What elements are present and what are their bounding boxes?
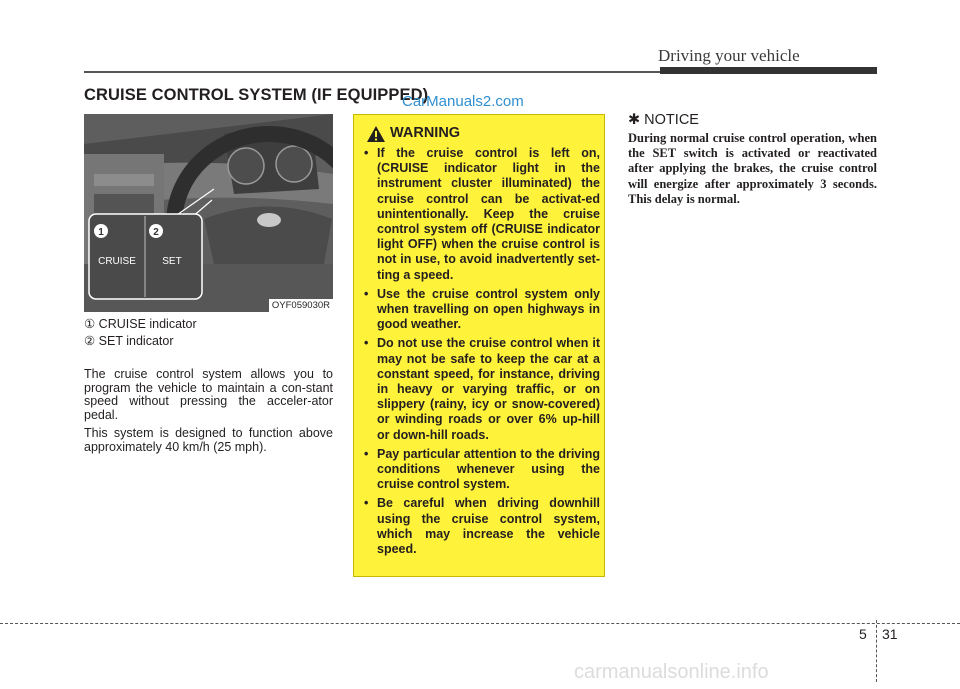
warning-list bbox=[362, 146, 600, 561]
warning-item-text: Pay particular attention to the driving conditions whenever using the cruise control system. bbox=[377, 446, 600, 492]
paragraph: The cruise control system allows you to program the vehicle to maintain a con-stant speed without pressing the acceler-ator pedal. bbox=[84, 367, 333, 422]
bullet: • bbox=[364, 286, 369, 301]
callout-number-2: 2 bbox=[153, 227, 159, 238]
header-rule-bold bbox=[660, 67, 877, 74]
list-item bbox=[362, 287, 600, 333]
warning-box bbox=[353, 114, 605, 577]
chapter-number: 5 bbox=[859, 626, 867, 642]
bullet: • bbox=[364, 146, 369, 160]
warning-item-text: If the cruise control is left on, (CRUISE indicator light in the instrument cluster illuminated) the cruise control can be activat-ed unintentionally. Keep the cruise control system off (CRUISE indicator light OFF) when the cruise control is not in use, to avoid inadvertently set-ting a speed. bbox=[377, 146, 600, 282]
body-text bbox=[84, 368, 333, 459]
list-item bbox=[362, 336, 600, 442]
bullet: • bbox=[364, 496, 369, 511]
cruise-indicator-label: CRUISE bbox=[98, 256, 136, 267]
header-rule bbox=[84, 71, 660, 73]
figure-code: OYF059030R bbox=[269, 299, 333, 312]
page-number: 31 bbox=[882, 626, 898, 642]
paragraph: This system is designed to function above approximately 40 km/h (25 mph). bbox=[84, 426, 333, 454]
dashboard-illustration bbox=[84, 114, 333, 312]
dashboard-figure bbox=[84, 114, 333, 312]
warning-item-text: Be careful when driving downhill using the cruise control system, which may increase the vehicle speed. bbox=[377, 496, 600, 557]
bullet: • bbox=[364, 336, 369, 351]
notice-text: During normal cruise control operation, when the SET switch is activated or reactivated after applying the brakes, the cruise control will energize after approximately 3 seconds. This delay is normal. bbox=[628, 131, 877, 206]
warning-item-text: Use the cruise control system only when travelling on open highways in good weather. bbox=[377, 286, 600, 332]
notice-title: ✱ NOTICE bbox=[628, 112, 699, 128]
bullet: • bbox=[364, 446, 369, 461]
watermark-bottom: carmanualsonline.info bbox=[574, 661, 769, 683]
list-item bbox=[362, 447, 600, 493]
footer-rule bbox=[0, 623, 960, 624]
page-number-divider bbox=[876, 620, 877, 682]
list-item bbox=[362, 496, 600, 557]
section-title: Driving your vehicle bbox=[658, 46, 800, 65]
warning-item-text: Do not use the cruise control when it may not be safe to keep the car at a constant speed, for instance, driving in heavy or varying traffic, or on slippery (rainy, icy or snow-covered) or winding roads or over 6% up-hill or down-hill roads. bbox=[377, 336, 600, 442]
warning-title: WARNING bbox=[390, 125, 461, 141]
callout-number-1: 1 bbox=[98, 227, 104, 238]
warning-triangle-icon bbox=[366, 125, 386, 143]
legend-item-cruise: ① CRUISE indicator bbox=[84, 317, 197, 331]
legend-item-set: ② SET indicator bbox=[84, 334, 174, 348]
list-item bbox=[362, 146, 600, 283]
watermark-top: CarManuals2.com bbox=[402, 93, 524, 110]
page-heading: CRUISE CONTROL SYSTEM (IF EQUIPPED) bbox=[84, 86, 429, 104]
set-indicator-label: SET bbox=[162, 256, 182, 267]
